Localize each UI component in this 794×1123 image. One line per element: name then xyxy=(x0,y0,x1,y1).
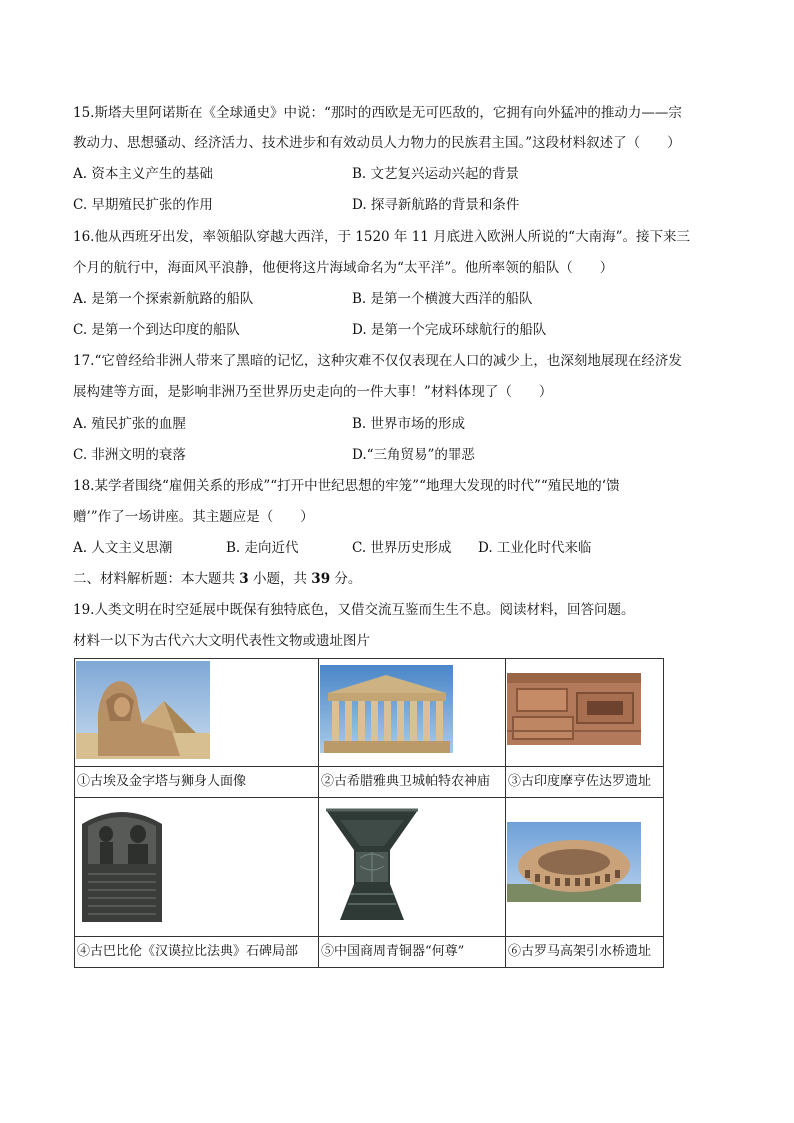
section-two-question-count: 3 xyxy=(239,571,249,587)
section-two-points: 39 xyxy=(311,571,331,587)
section-two-mid: 小题，共 xyxy=(248,571,312,587)
material-image-table xyxy=(74,658,664,968)
q16-option-c: C. 是第一个到达印度的船队 xyxy=(73,322,240,338)
q18-option-d: D. 工业化时代来临 xyxy=(478,540,592,556)
q18-stem-line-2: 赠’”作了一场讲座。其主题应是（ ） xyxy=(73,509,314,525)
image-cell-greece xyxy=(319,659,506,767)
q17-option-d: D.“三角贸易”的罪恶 xyxy=(352,447,475,463)
section-two-heading xyxy=(73,570,723,588)
mohenjo-daro-image xyxy=(507,673,641,745)
q18-stem-line-1: 18.某学者围绕“雇佣关系的形成”“打开中世纪思想的牢笼”“地理大发现的时代”“殖民地的‘馈 xyxy=(73,478,620,494)
q15-option-d: D. 探寻新航路的背景和条件 xyxy=(352,197,520,213)
caption-india: ③古印度摩亨佐达罗遗址 xyxy=(506,767,664,798)
material-one-title: 材料一以下为古代六大文明代表性文物或遗址图片 xyxy=(73,633,370,649)
q16-option-d: D. 是第一个完成环球航行的船队 xyxy=(352,322,547,338)
caption-rome: ⑥古罗马高架引水桥遗址 xyxy=(506,937,664,968)
q15-option-a: A. 资本主义产生的基础 xyxy=(73,166,213,182)
q17-option-c: C. 非洲文明的衰落 xyxy=(73,447,186,463)
section-two-prefix: 二、材料解析题：本大题共 xyxy=(73,571,240,587)
q17-option-a: A. 殖民扩张的血腥 xyxy=(73,416,186,432)
q19-stem: 19.人类文明在时空延展中既保有独特底色，又借交流互鉴而生生不息。阅读材料，回答问题。 xyxy=(73,602,635,618)
q15-stem-line-2: 教动力、思想骚动、经济活力、技术进步和有效动员人力物力的民族君主国。”这段材料叙述了（ ） xyxy=(73,135,681,151)
q16-option-a: A. 是第一个探索新航路的船队 xyxy=(73,291,254,307)
section-two-suffix: 分。 xyxy=(330,571,362,587)
q15-option-b: B. 文艺复兴运动兴起的背景 xyxy=(352,166,520,182)
hammurabi-stele-image xyxy=(76,804,168,922)
caption-egypt: ①古埃及金字塔与狮身人面像 xyxy=(75,767,319,798)
q16-option-b: B. 是第一个横渡大西洋的船队 xyxy=(352,291,533,307)
q17-stem-line-1: 17.“它曾经给非洲人带来了黑暗的记忆，这种灾难不仅仅表现在人口的减少上，也深刻地展现在经济发 xyxy=(73,353,682,369)
caption-babylon: ④古巴比伦《汉谟拉比法典》石碑局部 xyxy=(75,937,319,968)
caption-china: ⑤中国商周青铜器“何尊” xyxy=(319,937,506,968)
image-cell-india xyxy=(506,659,664,767)
caption-greece: ②古希腊雅典卫城帕特农神庙 xyxy=(319,767,506,798)
image-cell-rome xyxy=(506,798,664,937)
q16-stem-line-1: 16.他从西班牙出发，率领船队穿越大西洋，于 1520 年 11 月底进入欧洲人所说的“大南海”。接下来三 xyxy=(73,229,690,245)
q17-option-b: B. 世界市场的形成 xyxy=(352,416,466,432)
q17-stem-line-2: 展构建等方面，是影响非洲乃至世界历史走向的一件大事！”材料体现了（ ） xyxy=(73,384,553,400)
q15-option-c: C. 早期殖民扩张的作用 xyxy=(73,197,213,213)
q16-stem-line-2: 个月的航行中，海面风平浪静，他便将这片海域命名为“太平洋”。他所率领的船队（ ） xyxy=(73,260,614,276)
q18-option-b: B. 走向近代 xyxy=(226,540,299,556)
q18-option-c: C. 世界历史形成 xyxy=(352,540,452,556)
parthenon-image xyxy=(320,665,453,753)
q15-stem-line-1: 15.斯塔夫里阿诺斯在《全球通史》中说：“那时的西欧是无可匹敌的，它拥有向外猛冲的推动力——宗 xyxy=(73,105,682,121)
he-zun-bronze-image xyxy=(320,804,424,926)
colosseum-image xyxy=(507,822,641,902)
image-cell-egypt xyxy=(75,659,319,767)
image-cell-babylon xyxy=(75,798,319,937)
sphinx-pyramid-image xyxy=(76,661,210,759)
q18-option-a: A. 人文主义思潮 xyxy=(73,540,173,556)
image-cell-china xyxy=(319,798,506,937)
